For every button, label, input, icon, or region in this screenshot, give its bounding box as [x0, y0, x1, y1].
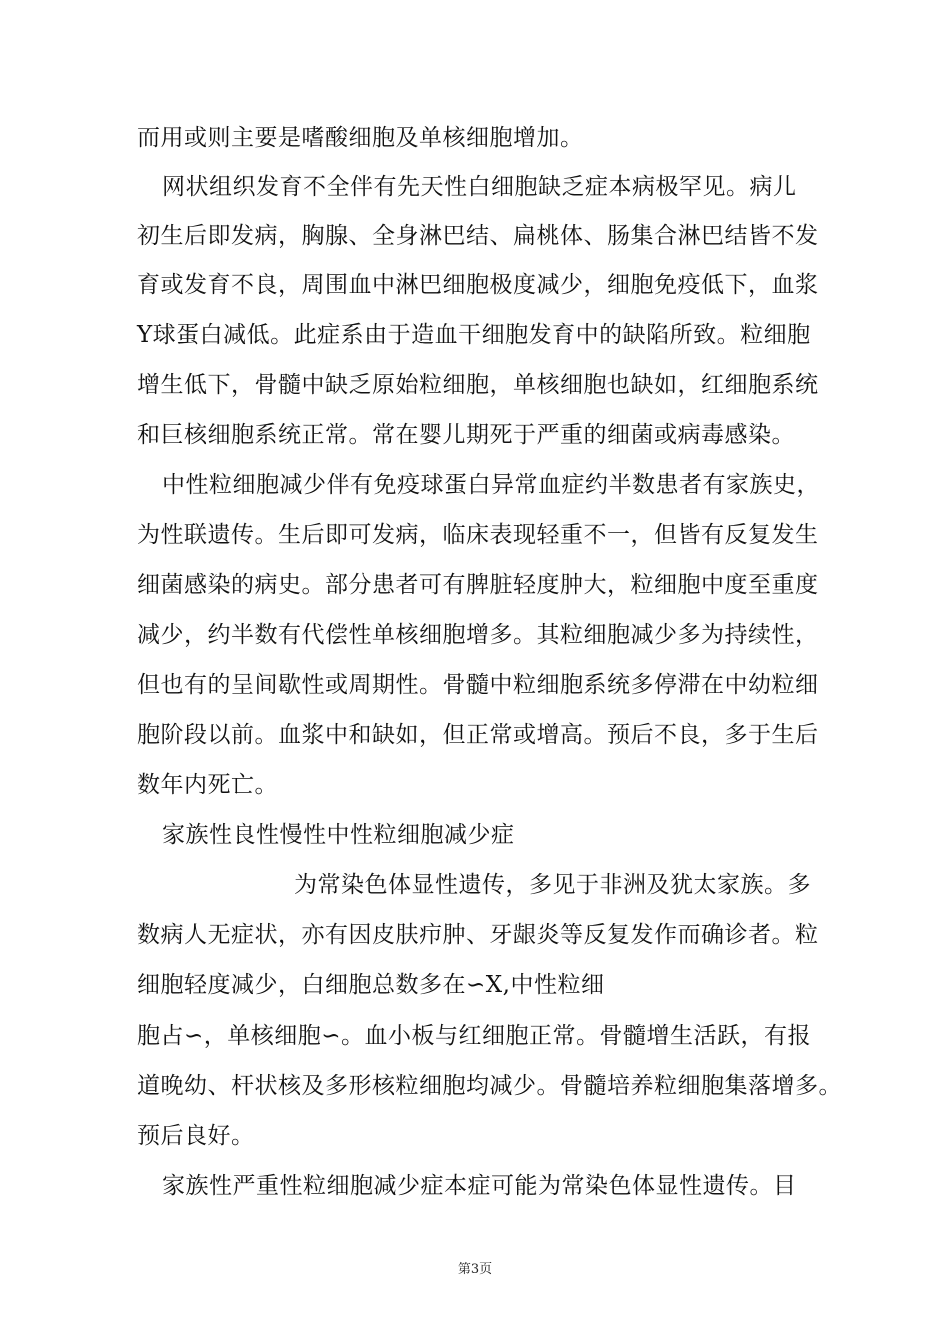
text-line: 数病人无症状，亦有因皮肤疖肿、牙龈炎等反复发作而确诊者。粒: [137, 922, 819, 948]
text-line: 网状组织发育不全伴有先天性白细胞缺乏症本病极罕见。病儿: [162, 174, 797, 200]
text-line: 胞占∽，单核细胞∽。血小板与红细胞正常。骨髓增生活跃，有报: [137, 1023, 812, 1049]
text-line: 但也有的呈间歇性或周期性。骨髓中粒细胞系统多停滞在中幼粒细: [137, 672, 819, 698]
page-number: 第3页: [457, 1262, 493, 1277]
text-line: 中性粒细胞减少伴有免疫球蛋白异常血症约半数患者有家族史，: [162, 472, 820, 498]
text-line: 细菌感染的病史。部分患者可有脾脏轻度肿大，粒细胞中度至重度: [137, 572, 819, 598]
section-heading: 家族性良性慢性中性粒细胞减少症: [162, 822, 515, 848]
text-line: 胞阶段以前。血浆中和缺如，但正常或增高。预后不良，多于生后: [137, 722, 819, 748]
text-line: 和巨核细胞系统正常。常在婴儿期死于严重的细菌或病毒感染。: [137, 422, 795, 448]
text-line: 预后良好。: [137, 1123, 255, 1149]
text-line: Y球蛋白减低。此症系由于造血干细胞发育中的缺陷所致。粒细胞: [137, 322, 811, 348]
text-line: 为性联遗传。生后即可发病，临床表现轻重不一，但皆有反复发生: [137, 522, 819, 548]
text-line: 育或发育不良，周围血中淋巴细胞极度减少，细胞免疫低下，血浆: [137, 272, 819, 298]
text-line: 而用或则主要是嗜酸细胞及单核细胞增加。: [137, 125, 584, 151]
text-line: 数年内死亡。: [137, 772, 278, 798]
text-line: 减少，约半数有代偿性单核细胞增多。其粒细胞减少多为持续性，: [137, 622, 819, 648]
text-line: 道晚幼、杆状核及多形核粒细胞均减少。骨髓培养粒细胞集落增多。: [137, 1073, 842, 1099]
text-line: 细胞轻度减少，白细胞总数多在∽X,中性粒细: [137, 972, 605, 998]
text-line: 初生后即发病，胸腺、全身淋巴结、扁桃体、肠集合淋巴结皆不发: [137, 223, 819, 249]
text-line: 为常染色体显性遗传，多见于非洲及犹太家族。多: [294, 872, 811, 898]
text-line: 增生低下，骨髓中缺乏原始粒细胞，单核细胞也缺如，红细胞系统: [137, 372, 819, 398]
text-line: 家族性严重性粒细胞减少症本症可能为常染色体显性遗传。目: [162, 1173, 797, 1199]
